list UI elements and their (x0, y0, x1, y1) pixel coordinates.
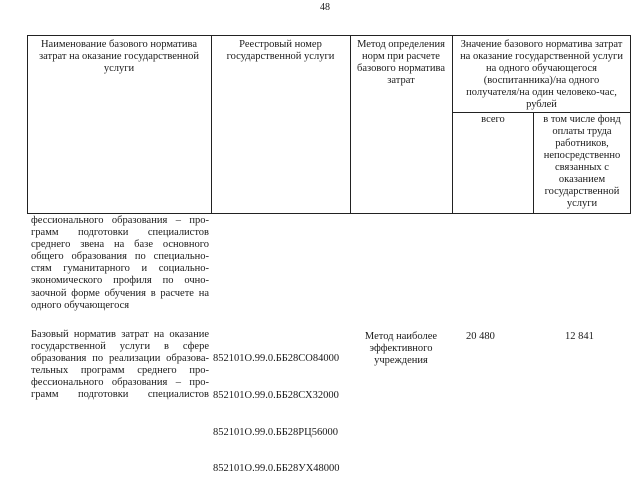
row-name-line: образования по реализации образова- (31, 353, 209, 365)
header-payroll (534, 114, 630, 210)
continued-row-line: общего образования по специально- (31, 251, 209, 263)
header-payroll-line: государственной (544, 186, 620, 197)
header-method-line: базового норматива (356, 63, 445, 74)
header-payroll-line: работников, (555, 138, 609, 149)
header-name-line: затрат на оказание государственной (38, 51, 200, 62)
page-number: 48 (320, 2, 330, 13)
continued-row-line: грамм подготовки специалистов (31, 227, 209, 239)
row-method-line: Метод наиболее (364, 331, 438, 342)
header-payroll-line: услуги (566, 198, 598, 209)
header-value-line: (воспитанника)/на одного (483, 75, 600, 86)
continued-row-line: одного обучающегося (31, 299, 130, 311)
header-method-line: Метод определения (357, 39, 445, 50)
row-name-line: тельных программ среднего про- (31, 365, 209, 377)
header-payroll-line: в том числе фонд (543, 114, 621, 125)
header-registry-number (212, 39, 349, 63)
continued-row-line: экономического профиля по очно- (31, 275, 209, 287)
header-payroll-line: оказанием (558, 174, 606, 185)
header-method-line: затрат (387, 75, 415, 86)
header-total (453, 114, 533, 126)
header-value-line: получателя/на один человеко-час, (466, 87, 617, 98)
continued-row-line: фессионального образования – про- (31, 215, 209, 226)
header-payroll-line: связанных с (555, 162, 609, 173)
registry-code: 852101О.99.0.ББ28СХ32000 (213, 390, 339, 402)
row-name (31, 329, 209, 402)
row-method-line: учреждения (374, 355, 428, 366)
row-name-line: фессионального образования – про- (31, 377, 209, 389)
row-payroll-value: 12 841 (565, 331, 594, 342)
header-value-line: на одного обучающегося (485, 63, 597, 74)
table-right-border (630, 35, 631, 213)
registry-code: 852101О.99.0.ББ28РЦ56000 (213, 426, 338, 438)
header-payroll-line: оплаты труда (552, 126, 612, 137)
header-registry-line: государственной услуги (226, 51, 335, 62)
subheader-divider (452, 112, 631, 113)
row-name-line: Базовый норматив затрат на оказание (31, 329, 209, 340)
row-name-line: государственной услуги в сфере (31, 341, 209, 353)
registry-code: 852101О.99.0.ББ28СО84000 (213, 353, 340, 365)
header-method (351, 39, 451, 87)
header-method-line: норм при расчете (362, 51, 440, 62)
header-value-line: рублей (526, 99, 557, 110)
header-name (28, 39, 210, 75)
header-total-line: всего (481, 114, 505, 125)
row-total-value: 20 480 (466, 331, 495, 342)
header-value-line: Значение базового норматива затрат (460, 39, 623, 50)
continued-row-line: среднего звена на базе основного (31, 239, 209, 251)
header-value-line: на оказание государственной услуги (460, 51, 623, 62)
row-method (351, 331, 451, 367)
row-name-line: грамм подготовки специалистов (31, 389, 209, 401)
header-registry-line: Реестровый номер (239, 39, 322, 50)
header-name-line: Наименование базового норматива (40, 39, 198, 50)
continued-row-name (31, 215, 209, 312)
continued-row-line: заочной форме обучения в расчете на (31, 287, 209, 299)
header-name-line: услуги (103, 63, 135, 74)
continued-row-line: стям гуманитарного и социально- (31, 263, 209, 275)
row-method-line: эффективного (369, 343, 433, 354)
registry-code: 852101О.99.0.ББ28УХ48000 (213, 463, 340, 475)
header-payroll-line: непосредственно (543, 150, 621, 161)
row-registry-numbers (213, 329, 340, 500)
header-bottom-border (27, 213, 631, 214)
table-top-border (27, 35, 631, 36)
header-value (453, 39, 630, 111)
